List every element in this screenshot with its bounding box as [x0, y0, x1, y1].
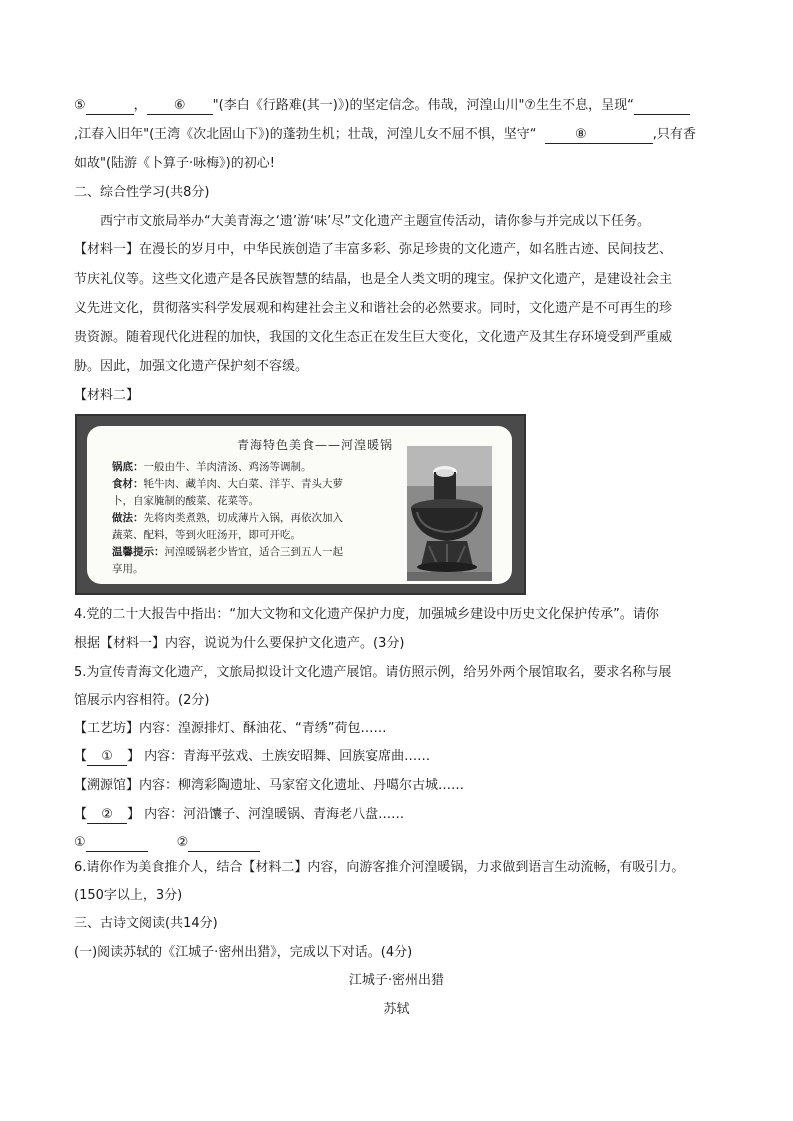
hall-name-blank-1[interactable]: ① [87, 749, 127, 766]
material-1-line: 【材料一】在漫长的岁月中，中华民族创造了丰富多彩、弥足珍贵的文化遗产，如名胜古迹、民间技艺、 [74, 242, 673, 257]
answer-blank-1[interactable] [86, 835, 148, 852]
recipe-card-line: 卜，自家腌制的酸菜、花菜等。 [112, 495, 259, 507]
section-3-heading: 三、古诗文阅读(共14分) [74, 916, 218, 931]
hall-item: 【 ① 】 内容：青海平弦戏、土族安昭舞、回族宴席曲…… [74, 749, 431, 764]
hall-item: 【 ② 】 内容：河沿馕子、河湟暖锅、青海老八盘…… [74, 807, 405, 822]
material-1-line: 节庆礼仪等。这些文化遗产是各民族智慧的结晶，也是全人类文明的瑰宝。保护文化遗产，是建设社会主 [74, 272, 673, 287]
hall-item: 【溯源馆】内容：柳湾彩陶遗址、马家窑文化遗址、丹噶尔古城…… [74, 778, 465, 793]
recipe-card-line: 温馨提示：河湟暖锅老少皆宜，适合三到五人一起 [112, 546, 343, 558]
section-2-intro: 西宁市文旅局举办“大美青海之‘遗’游‘味’尽”文化遗产主题宣传活动，请你参与并完成以下任务。 [100, 214, 650, 229]
question-5-line: 5.为宣传青海文化遗产，文旅局拟设计文化遗产展馆。请仿照示例，给另外两个展馆取名，要求名称与展 [74, 665, 672, 680]
blank-6[interactable]: ⑥ [147, 98, 213, 115]
recipe-card-line: 锅底：一般由牛、羊肉清汤、鸡汤等调制。 [112, 461, 312, 473]
blank-line-2: ,江春入旧年"(王湾《次北固山下》)的蓬勃生机；壮哉，河湟儿女不屈不惧，坚守“ ⑧ ,只有香 [74, 127, 696, 142]
material-1-line: 义先进文化，贯彻落实科学发展观和构建社会主义和谐社会的必然要求。同时，文化遗产是不可再生的珍 [74, 301, 673, 316]
material-2-image [75, 414, 526, 595]
blank-line-3: 如故"(陆游《卜算子·咏梅》)的初心! [74, 156, 275, 171]
recipe-card [87, 426, 512, 584]
question-6-line: (150字以上，3分) [74, 888, 183, 903]
blank-5-label: ⑤ [74, 98, 86, 113]
answer-blanks: ① ② [74, 833, 260, 853]
section-2-heading: 二、综合性学习(共8分) [74, 185, 210, 200]
question-5-line: 馆展示内容相符。(2分) [74, 693, 210, 708]
blank-8[interactable]: ⑧ [545, 127, 617, 144]
blank-5[interactable] [86, 98, 134, 115]
question-6-line: 6.请你作为美食推介人，结合【材料二】内容，向游客推介河湟暖锅，力求做到语言生动流畅，有吸引力。 [74, 860, 685, 875]
answer-blank-2[interactable] [188, 835, 260, 852]
recipe-card-line: 食材：牦牛肉、藏羊肉、大白菜、洋芋、青头大萝 [112, 478, 343, 490]
poem-author: 苏轼 [383, 1002, 410, 1017]
recipe-card-line: 做法：先将肉类煮熟，切成薄片入锅，再依次加入 [112, 512, 343, 524]
material-2-label: 【材料二】 [74, 388, 140, 403]
hall-item: 【工艺坊】内容：湟源排灯、酥油花、“青绣”荷包…… [74, 721, 387, 736]
hotpot-icon [407, 446, 492, 581]
poem-title: 江城子·密州出猎 [348, 973, 445, 988]
question-4-line: 根据【材料一】内容，说说为什么要保护文化遗产。(3分) [74, 636, 405, 651]
hall-name-blank-2[interactable]: ② [87, 807, 127, 824]
hotpot-photo [407, 446, 492, 581]
recipe-card-line: 蔬菜、配料，等到火旺汤开，即可开吃。 [112, 529, 301, 541]
recipe-card-line: 享用。 [112, 563, 144, 575]
recipe-card-title: 青海特色美食——河湟暖锅 [237, 438, 394, 452]
material-1-line: 胁。因此，加强文化遗产保护刻不容缓。 [74, 359, 309, 374]
blank-line-1-text: "(李白《行路难(其一)》)的坚定信念。伟哉，河湟山川"⑦生生不息，呈现“ [212, 98, 634, 113]
section-3-subheading: (一)阅读苏轼的《江城子·密州出猎》，完成以下对话。(4分) [74, 945, 413, 960]
blank-7[interactable] [634, 98, 690, 115]
blank-line-1: ⑤ ， ⑥ "(李白《行路难(其一)》)的坚定信念。伟哉，河湟山川"⑦生生不息，呈现“ [74, 96, 690, 116]
material-1-line: 贵资源。随着现代化进程的加快，我国的文化生态正在发生巨大变化，文化遗产及其生存环境受到严重威 [74, 330, 673, 345]
question-4-line: 4.党的二十大报告中指出：“加大文物和文化遗产保护力度，加强城乡建设中历史文化保护传承”。请你 [74, 607, 659, 622]
